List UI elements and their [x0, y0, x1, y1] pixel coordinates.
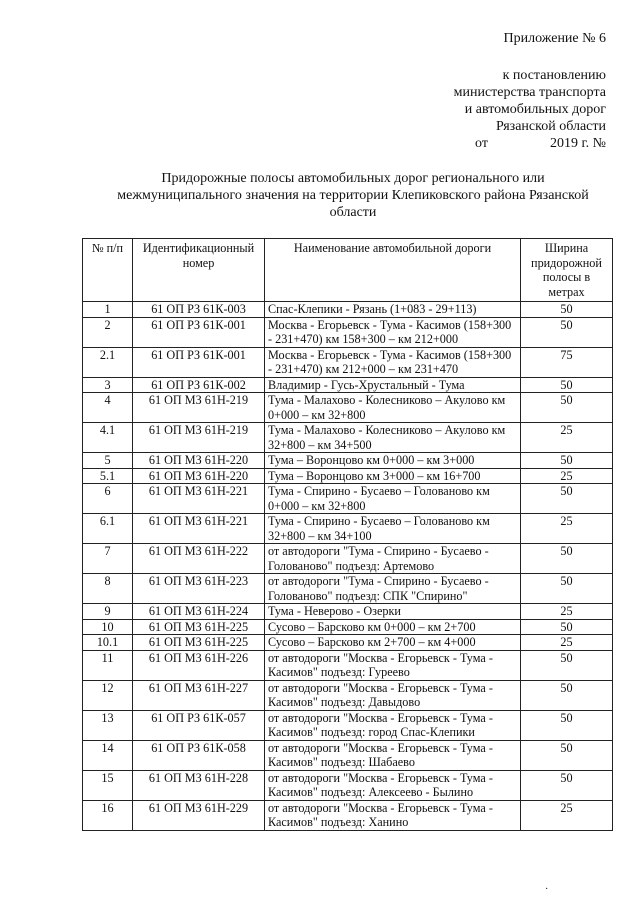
- row-name: от автодороги "Москва - Егорьевск - Тума - Касимов" подъезд: Ханино: [265, 800, 521, 830]
- table-row: [83, 770, 613, 800]
- table-row: [83, 377, 613, 393]
- row-name: от автодороги "Москва - Егорьевск - Тума - Касимов" подъезд: Гуреево: [265, 650, 521, 680]
- table-row: [83, 710, 613, 740]
- header-line: министерства транспорта: [453, 85, 606, 100]
- row-num: 9: [83, 604, 133, 620]
- row-num: 5.1: [83, 468, 133, 484]
- row-name: Тума – Воронцово км 3+000 – км 16+700: [265, 468, 521, 484]
- row-name: Тума - Спирино - Бусаево – Голованово км 0+000 – км 32+800: [265, 484, 521, 514]
- row-width: 50: [521, 770, 613, 800]
- row-width: 50: [521, 710, 613, 740]
- table-row: [83, 635, 613, 651]
- row-num: 4.1: [83, 423, 133, 453]
- document-header: [454, 30, 606, 152]
- header-num: № п/п: [83, 239, 133, 302]
- row-name: от автодороги "Москва - Егорьевск - Тума - Касимов" подъезд: город Спас-Клепики: [265, 710, 521, 740]
- row-id: 61 ОП МЗ 61Н-229: [133, 800, 265, 830]
- row-width: 50: [521, 302, 613, 318]
- row-width: 25: [521, 800, 613, 830]
- row-id: 61 ОП МЗ 61Н-221: [133, 484, 265, 514]
- row-width: 50: [521, 393, 613, 423]
- table-row: [83, 484, 613, 514]
- row-name: Сусово – Барсково км 2+700 – км 4+000: [265, 635, 521, 651]
- page-mark: ·: [545, 884, 549, 895]
- table-row: [83, 604, 613, 620]
- row-width: 50: [521, 484, 613, 514]
- row-num: 11: [83, 650, 133, 680]
- table-row: [83, 574, 613, 604]
- header-id: Идентификационный номер: [133, 239, 265, 302]
- row-id: 61 ОП МЗ 61Н-225: [133, 619, 265, 635]
- row-name: от автодороги "Москва - Егорьевск - Тума - Касимов" подъезд: Шабаево: [265, 740, 521, 770]
- table-row: [83, 650, 613, 680]
- row-name: от автодороги "Москва - Егорьевск - Тума - Касимов" подъезд: Давыдово: [265, 680, 521, 710]
- header-line: и автомобильных дорог: [464, 102, 606, 117]
- table-row: [83, 302, 613, 318]
- row-num: 3: [83, 377, 133, 393]
- table-row: [83, 514, 613, 544]
- table-header-row: [83, 239, 613, 302]
- row-name: Сусово – Барсково км 0+000 – км 2+700: [265, 619, 521, 635]
- table-row: [83, 468, 613, 484]
- date-line: [454, 135, 606, 152]
- row-id: 61 ОП МЗ 61Н-219: [133, 393, 265, 423]
- row-num: 2.1: [83, 347, 133, 377]
- row-num: 10.1: [83, 635, 133, 651]
- table-row: [83, 619, 613, 635]
- row-name: Тума – Воронцово км 0+000 – км 3+000: [265, 453, 521, 469]
- row-name: Тума - Малахово - Колесниково – Акулово км 0+000 – км 32+800: [265, 393, 521, 423]
- roads-table: [82, 238, 613, 831]
- row-num: 8: [83, 574, 133, 604]
- row-name: от автодороги "Москва - Егорьевск - Тума - Касимов" подъезд: Алексеево - Былино: [265, 770, 521, 800]
- header-width: Ширина придорожной полосы в метрах: [521, 239, 613, 302]
- row-width: 50: [521, 453, 613, 469]
- row-width: 25: [521, 423, 613, 453]
- table-row: [83, 453, 613, 469]
- row-width: 50: [521, 619, 613, 635]
- row-num: 1: [83, 302, 133, 318]
- row-id: 61 ОП РЗ 61К-001: [133, 347, 265, 377]
- row-id: 61 ОП МЗ 61Н-225: [133, 635, 265, 651]
- table-row: [83, 800, 613, 830]
- date-suffix: 2019 г. №: [549, 136, 606, 151]
- row-width: 25: [521, 468, 613, 484]
- row-id: 61 ОП МЗ 61Н-222: [133, 544, 265, 574]
- table-row: [83, 680, 613, 710]
- row-name: Тума - Малахово - Колесниково – Акулово км 32+800 – км 34+500: [265, 423, 521, 453]
- row-width: 50: [521, 740, 613, 770]
- row-id: 61 ОП МЗ 61Н-227: [133, 680, 265, 710]
- row-name: Тума - Спирино - Бусаево – Голованово км 32+800 – км 34+100: [265, 514, 521, 544]
- header-line: Рязанской области: [495, 119, 606, 134]
- row-id: 61 ОП МЗ 61Н-219: [133, 423, 265, 453]
- row-width: 50: [521, 574, 613, 604]
- row-id: 61 ОП МЗ 61Н-224: [133, 604, 265, 620]
- row-name: Москва - Егорьевск - Тума - Касимов (158+300 - 231+470) км 158+300 – км 212+000: [265, 317, 521, 347]
- row-width: 50: [521, 680, 613, 710]
- row-num: 5: [83, 453, 133, 469]
- row-id: 61 ОП РЗ 61К-001: [133, 317, 265, 347]
- row-num: 6: [83, 484, 133, 514]
- table-row: [83, 423, 613, 453]
- row-id: 61 ОП РЗ 61К-057: [133, 710, 265, 740]
- row-width: 25: [521, 604, 613, 620]
- table-row: [83, 544, 613, 574]
- row-name: Спас-Клепики - Рязань (1+083 - 29+113): [265, 302, 521, 318]
- row-width: 50: [521, 650, 613, 680]
- header-line: к постановлению: [502, 68, 606, 83]
- document-title: Придорожные полосы автомобильных дорог регионального или межмуниципального значения на территории Клепиковского района Рязанской области: [117, 171, 589, 220]
- row-id: 61 ОП МЗ 61Н-228: [133, 770, 265, 800]
- row-width: 25: [521, 635, 613, 651]
- row-width: 25: [521, 514, 613, 544]
- table-row: [83, 317, 613, 347]
- row-id: 61 ОП МЗ 61Н-220: [133, 468, 265, 484]
- row-id: 61 ОП РЗ 61К-002: [133, 377, 265, 393]
- row-num: 2: [83, 317, 133, 347]
- row-id: 61 ОП МЗ 61Н-221: [133, 514, 265, 544]
- row-name: от автодороги "Тума - Спирино - Бусаево - Голованово" подъезд: Артемово: [265, 544, 521, 574]
- row-id: 61 ОП МЗ 61Н-226: [133, 650, 265, 680]
- row-width: 50: [521, 317, 613, 347]
- row-num: 14: [83, 740, 133, 770]
- appendix-label: Приложение № 6: [503, 31, 606, 46]
- table-row: [83, 347, 613, 377]
- row-num: 12: [83, 680, 133, 710]
- row-num: 4: [83, 393, 133, 423]
- row-name: Владимир - Гусь-Хрустальный - Тума: [265, 377, 521, 393]
- table-row: [83, 393, 613, 423]
- row-id: 61 ОП МЗ 61Н-223: [133, 574, 265, 604]
- row-id: 61 ОП РЗ 61К-058: [133, 740, 265, 770]
- table-body: [83, 302, 613, 831]
- row-id: 61 ОП РЗ 61К-003: [133, 302, 265, 318]
- row-num: 7: [83, 544, 133, 574]
- row-num: 13: [83, 710, 133, 740]
- row-id: 61 ОП МЗ 61Н-220: [133, 453, 265, 469]
- row-name: Тума - Неверово - Озерки: [265, 604, 521, 620]
- row-name: Москва - Егорьевск - Тума - Касимов (158+300 - 231+470) км 212+000 – км 231+470: [265, 347, 521, 377]
- header-name: Наименование автомобильной дороги: [265, 239, 521, 302]
- row-num: 6.1: [83, 514, 133, 544]
- row-width: 50: [521, 544, 613, 574]
- row-num: 10: [83, 619, 133, 635]
- row-name: от автодороги "Тума - Спирино - Бусаево - Голованово" подъезд: СПК "Спирино": [265, 574, 521, 604]
- row-width: 75: [521, 347, 613, 377]
- row-num: 15: [83, 770, 133, 800]
- date-prefix: от: [475, 136, 488, 151]
- row-num: 16: [83, 800, 133, 830]
- row-width: 50: [521, 377, 613, 393]
- table-row: [83, 740, 613, 770]
